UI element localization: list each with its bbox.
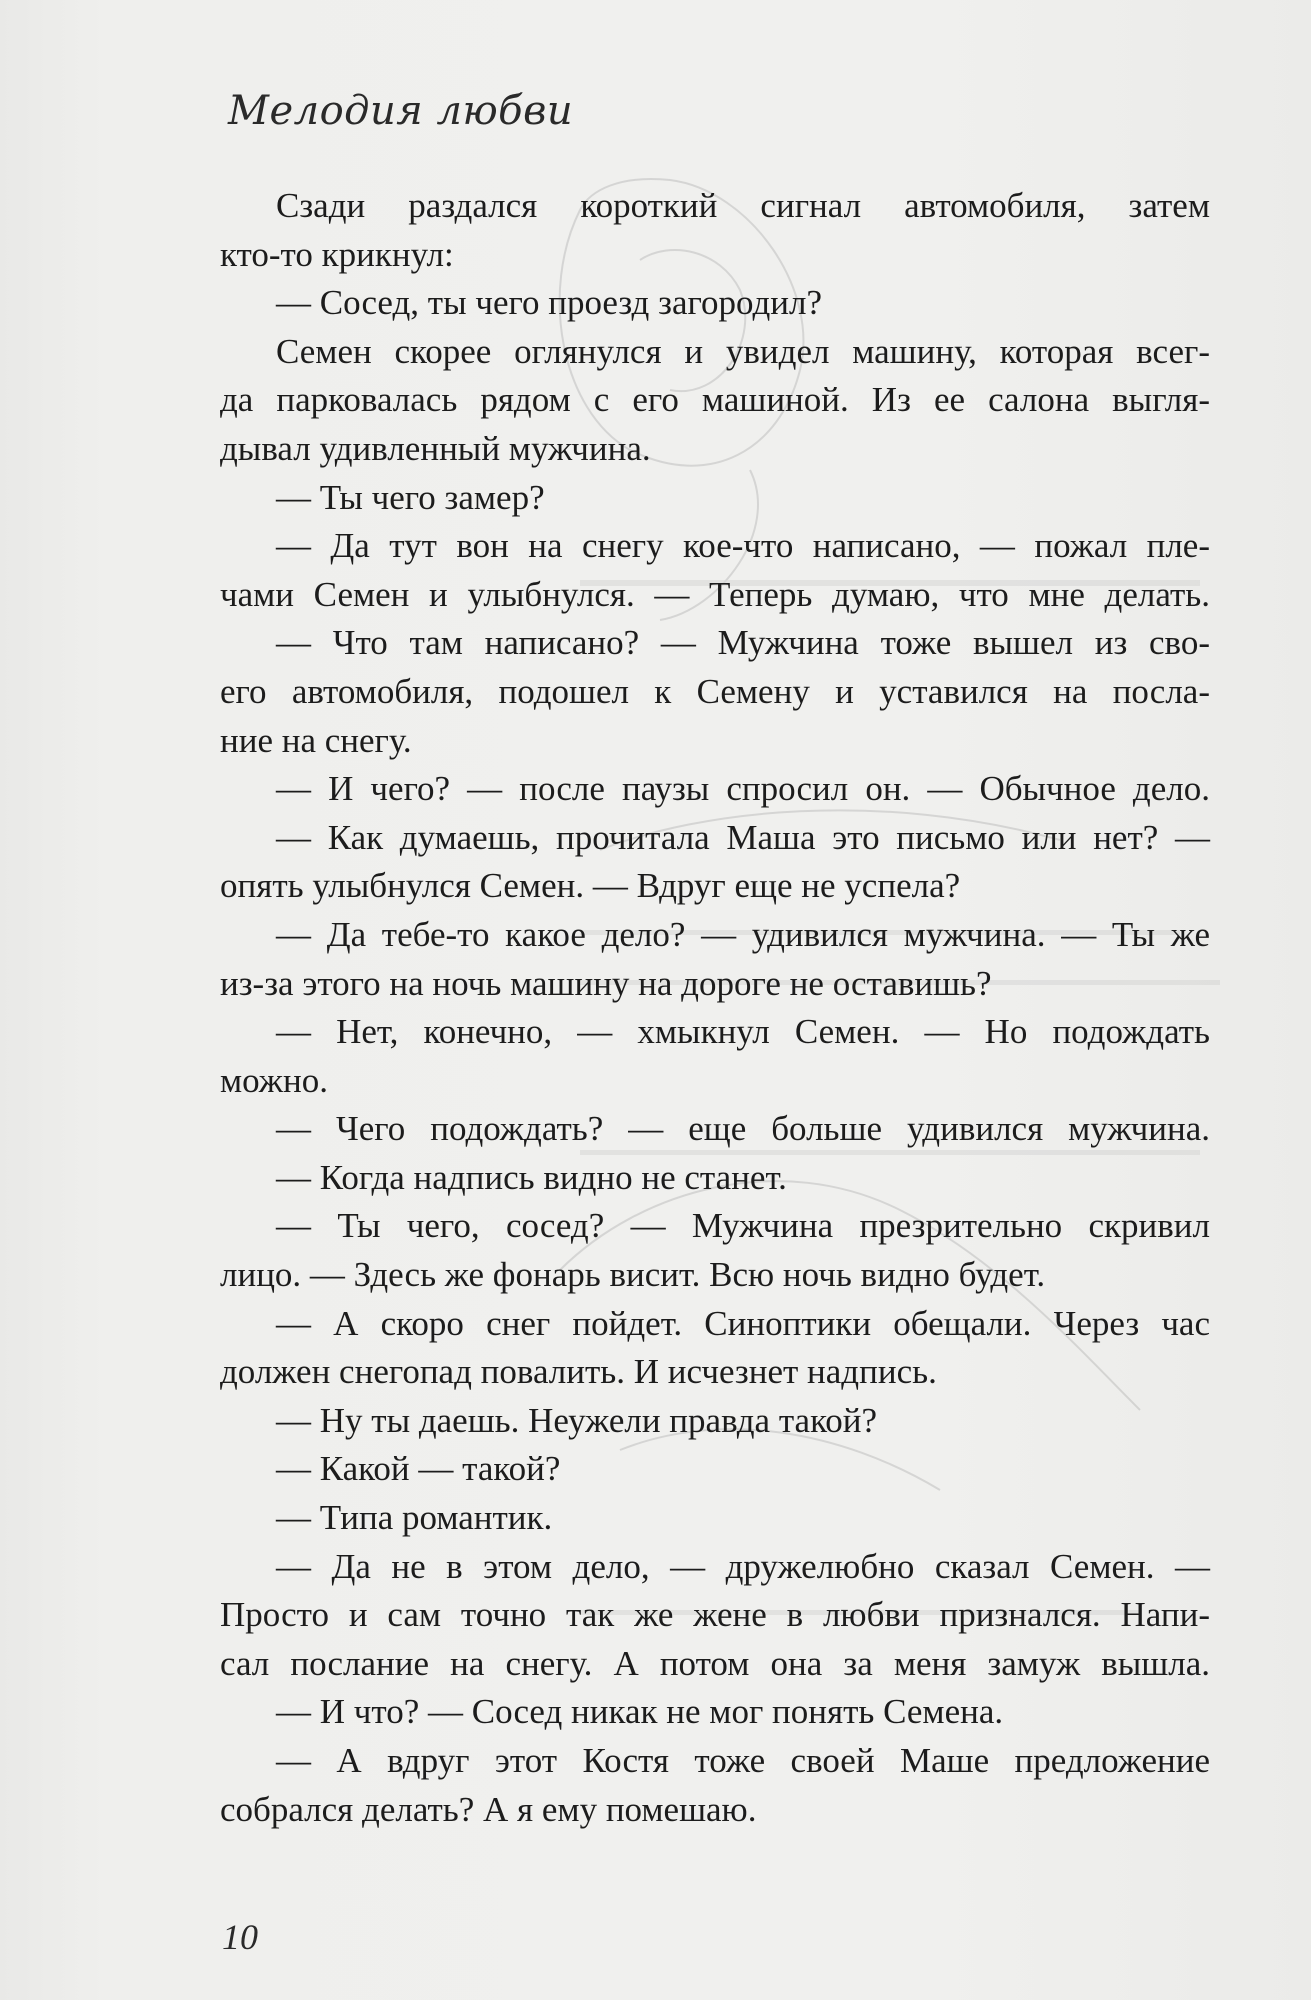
text-line: — Когда надпись видно не станет. [276, 1157, 787, 1197]
text-line: — И что? — Сосед никак не мог понять Семена. [276, 1692, 1004, 1732]
text-line: Просто и сам точно так же жене в любви признался. Напи- [220, 1595, 1210, 1635]
text-line: да парковалась рядом с его машиной. Из ее салона выгля- [220, 380, 1210, 420]
text-line: — Ты чего замер? [276, 477, 545, 517]
text-line: собрался делать? А я ему помешаю. [220, 1789, 757, 1829]
text-line: — Да не в этом дело, — дружелюбно сказал Семен. — [276, 1546, 1210, 1586]
text-line: — Сосед, ты чего проезд загородил? [276, 283, 822, 323]
text-line: — Какой — такой? [276, 1449, 561, 1489]
text-line: кто-то крикнул: [220, 234, 454, 274]
text-line: — Да тебе-то какое дело? — удивился мужчина. — Ты же [276, 914, 1210, 954]
text-line: из-за этого на ночь машину на дороге не оставишь? [220, 963, 992, 1003]
text-line: чами Семен и улыбнулся. — Теперь думаю, что мне делать. [220, 574, 1210, 614]
text-line: — Ты чего, сосед? — Мужчина презрительно скривил [276, 1206, 1210, 1246]
text-line: лицо. — Здесь же фонарь висит. Всю ночь видно будет. [220, 1255, 1046, 1295]
text-line: должен снегопад повалить. И исчезнет надпись. [220, 1352, 937, 1392]
text-line: — Нет, конечно, — хмыкнул Семен. — Но подождать [276, 1012, 1210, 1052]
text-line: Семен скорее оглянулся и увидел машину, которая всег- [276, 331, 1210, 371]
text-line: Сзади раздался короткий сигнал автомобиля, затем [276, 186, 1210, 225]
text-line: можно. [220, 1060, 328, 1100]
text-line: — И чего? — после паузы спросил он. — Обычное дело. [276, 769, 1210, 809]
text-line: сал послание на снегу. А потом она за меня замуж вышла. [220, 1643, 1210, 1683]
text-line: дывал удивленный мужчина. [220, 428, 651, 468]
text-line: — Типа романтик. [276, 1498, 553, 1538]
text-line: — А скоро снег пойдет. Синоптики обещали. Через час [276, 1303, 1210, 1343]
text-line: — Чего подождать? — еще больше удивился мужчина. [276, 1109, 1210, 1149]
page-number: 10 [222, 1917, 258, 1957]
text-line: ние на снегу. [220, 720, 412, 760]
text-line: — Как думаешь, прочитала Маша это письмо или нет? — [276, 817, 1210, 857]
body-text [220, 182, 1210, 1834]
text-line: — Ну ты даешь. Неужели правда такой? [276, 1400, 878, 1440]
text-line: — Да тут вон на снегу кое-что написано, — пожал пле- [276, 526, 1210, 566]
text-line: — Что там написано? — Мужчина тоже вышел из сво- [276, 623, 1210, 663]
text-line: его автомобиля, подошел к Семену и уставился на посла- [220, 671, 1210, 711]
text-line: опять улыбнулся Семен. — Вдруг еще не успела? [220, 866, 961, 906]
text-line: — А вдруг этот Костя тоже своей Маше предложение [276, 1741, 1210, 1780]
running-head: Мелодия любви [228, 88, 574, 134]
